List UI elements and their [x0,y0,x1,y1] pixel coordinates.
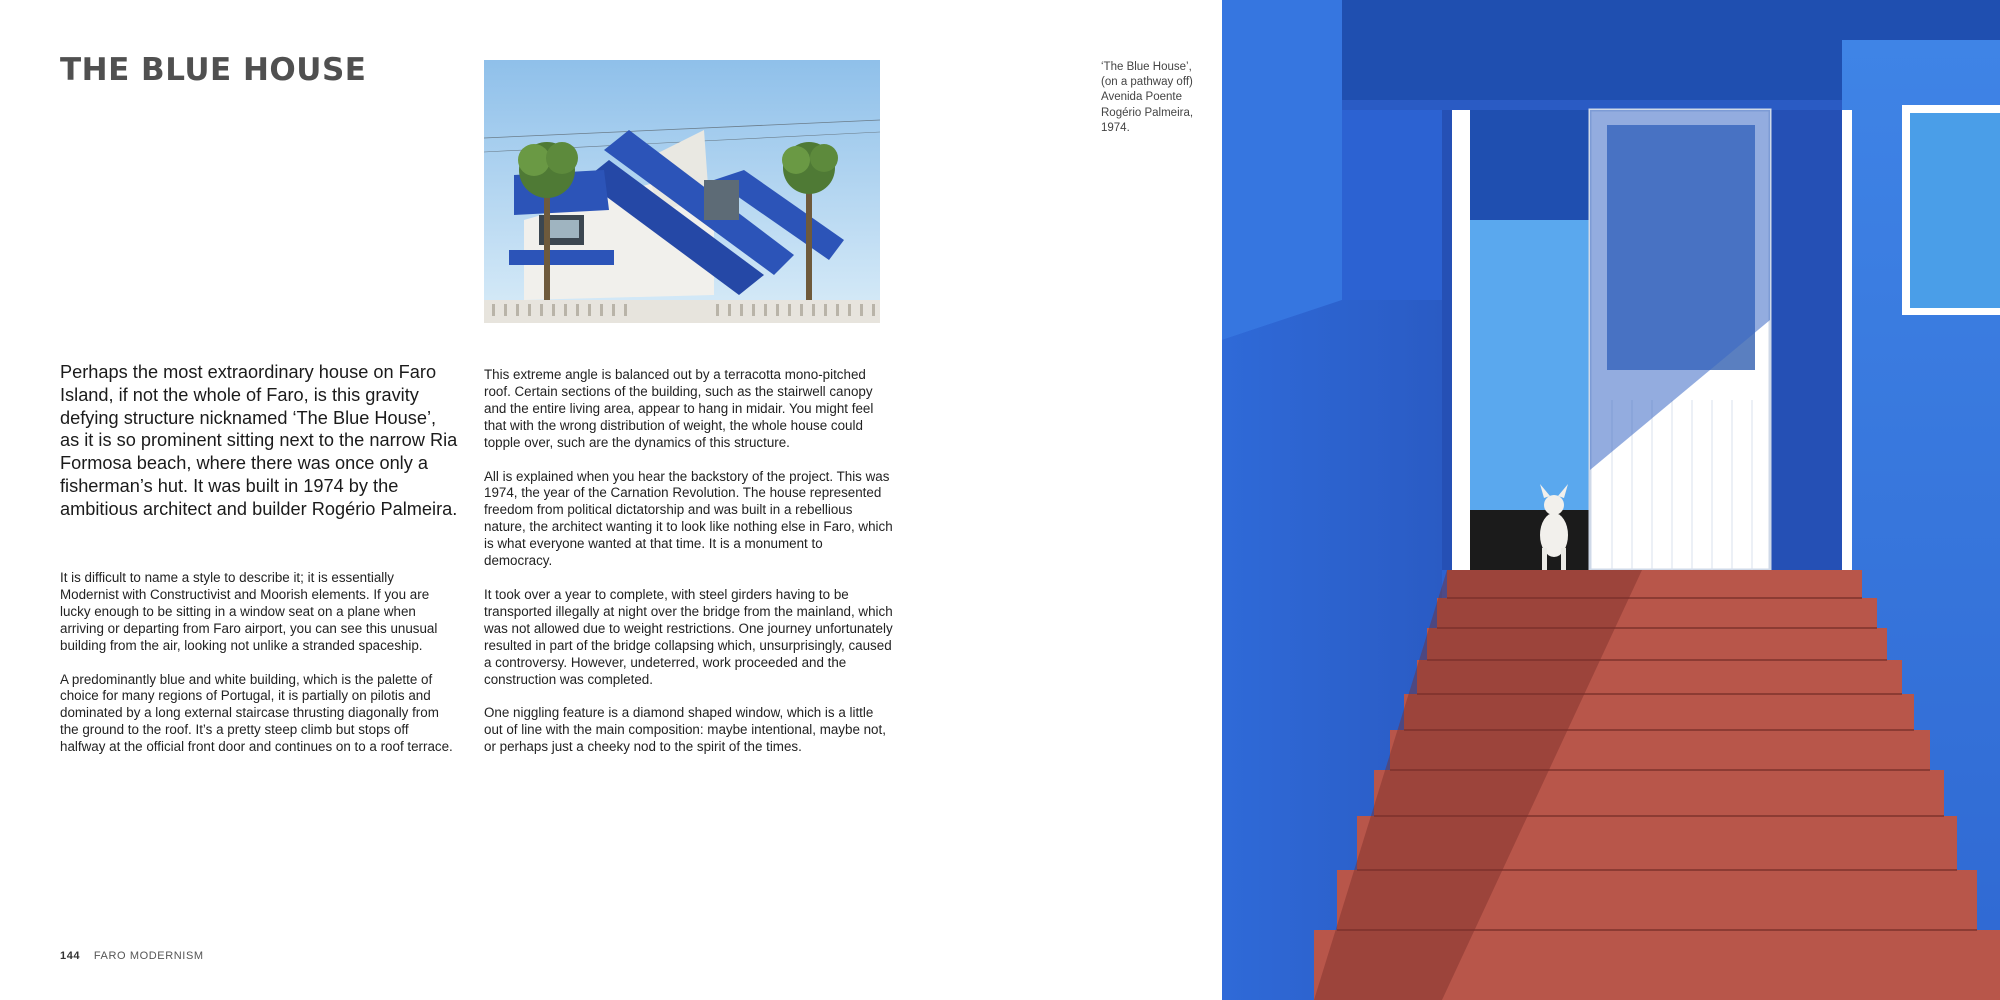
body-paragraph: It is difficult to name a style to describe it; it is essentially Modernist with Constructivist and Moorish elements. If you are lucky enough to be sitting in a window seat on a plane when arriving or departing from Faro airport, you can see this unusual building from the air, looking not unlike a stranded spaceship. [60,570,438,653]
body-column-left [60,570,455,773]
section-name: FARO MODERNISM [93,950,204,962]
body-paragraph: This extreme angle is balanced out by a terracotta mono-pitched roof. Certain sections of the building, such as the stairwell canopy and the entire living area, appear to hang in midair. You might feel that with the wrong distribution of weight, the whole house could topple over, such are the dynamics of this structure. [484,367,874,450]
page-title: THE BLUE HOUSE [60,52,367,88]
blue-house-exterior-photo [484,60,880,323]
body-paragraph: It took over a year to complete, with steel girders having to be transported illegally at night over the bridge from the mainland, which was not allowed due to weight restrictions. One journey unfortunately resulted in part of the bridge collapsing which, unsurprisingly, caused a controversy. However, undeterred, work proceeded and the construction was completed. [484,586,893,687]
photo-caption: ‘The Blue House’, (on a pathway off) Avenida Poente Rogério Palmeira, 1974. [1101,61,1194,134]
body-paragraph: A predominantly blue and white building, which is the palette of choice for many regions of Portugal, it is partially on pilotis and dominated by a long external staircase thrusting diagonally from the ground to the roof. It’s a pretty steep climb but stops off halfway at the official front door and continues on to a roof terrace. [60,671,453,755]
body-paragraph: All is explained when you hear the backstory of the project. This was 1974, the year of the Carnation Revolution. The house represented freedom from political dictatorship and was built in a rebellious nature, the architect wanting it to look like nothing else in Faro, which is what everyone wanted at that time. It is a monument to democracy. [484,468,893,569]
page-number: 144 [60,950,81,962]
body-column-middle [484,367,894,773]
blue-staircase-doorway-photo [1222,0,2000,1000]
body-paragraph: One niggling feature is a diamond shaped window, which is a little out of line with the main composition: maybe intentional, maybe not, or perhaps just a cheeky nod to the spirit of the times. [484,705,886,755]
page-footer [60,950,204,962]
lead-paragraph: Perhaps the most extraordinary house on Faro Island, if not the whole of Faro, is this gravity defying structure nicknamed ‘The Blue House’, as it is so prominent sitting next to the narrow Ria Formosa beach, where there was once only a fisherman’s hut. It was built in 1974 by the ambitious architect and builder Rogério Palmeira. [60,362,458,519]
